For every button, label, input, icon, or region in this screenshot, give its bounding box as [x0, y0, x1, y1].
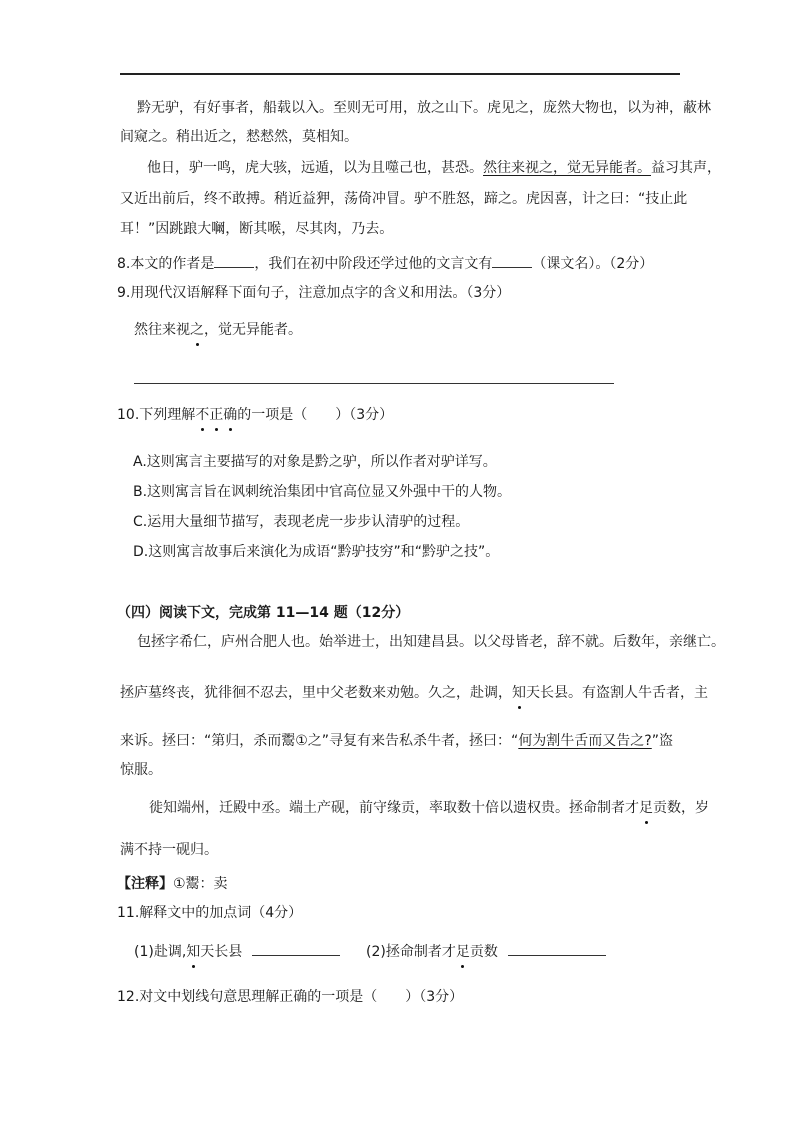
dotted-character: 足: [639, 800, 653, 816]
question-10-title: [117, 405, 393, 425]
sentence-text: ，觉无异能者。: [204, 322, 302, 338]
passage2-line5: [149, 798, 709, 818]
underlined-sentence: 然往来视之，觉无异能者。: [483, 160, 651, 176]
section-heading: [117, 603, 409, 623]
question-text: ，我们在初中阶段还学过他的文言文有: [254, 256, 493, 272]
annotation-text: ①鬻：卖: [173, 876, 228, 892]
passage-text: 徙知端州，迁殿中丞。端土产砚，前守缘贡，率取数十倍以遗权贵。拯命制者才: [149, 800, 639, 816]
passage-text: 拯庐墓终丧，犹徘徊不忍去，里中父老数来劝勉。久之，赴调，: [120, 685, 512, 701]
question-text: （课文名）。（2分）: [532, 256, 654, 272]
passage-text: 贡数，岁: [653, 800, 709, 816]
annotation: [117, 874, 228, 894]
question-text: 10.下列理解: [117, 407, 196, 423]
question-11-item2: [366, 941, 606, 962]
passage-text: 天长县。有盗割人牛舌者，主: [526, 685, 708, 701]
question-11-title: 11.解释文中的加点词（4分）: [117, 905, 303, 921]
question-text: 8.本文的作者是: [117, 256, 215, 272]
question-text: 的一项是（ ）（3分）: [237, 407, 394, 423]
underlined-sentence: 何为割牛舌而又告之?: [518, 733, 652, 749]
question-9-sentence: [134, 320, 302, 340]
dotted-character: 正: [209, 407, 224, 423]
option-c[interactable]: C.运用大量细节描写，表现老虎一步步认清驴的过程。: [133, 514, 470, 530]
passage2-line6: 满不持一砚归。: [120, 842, 218, 858]
passage1-line2: 间窥之。稍出近之，慭慭然，莫相知。: [120, 129, 358, 145]
passage-text: 来诉。拯曰：“第归，杀而鬻①之”寻复有来告私杀牛者，拯曰：“: [120, 733, 519, 749]
passage1-line4: 又近出前后，终不敢搏。稍近益狎，荡倚冲冒。驴不胜怒，蹄之。虎因喜，计之曰：“技止此: [120, 191, 688, 207]
dotted-character: 之: [190, 322, 204, 338]
passage2-line3: [120, 731, 673, 751]
dotted-character: 确: [223, 407, 238, 423]
answer-blank-lesson[interactable]: [492, 253, 532, 268]
option-a[interactable]: A.这则寓言主要描写的对象是黔之驴，所以作者对驴详写。: [133, 454, 497, 470]
dotted-character: 不: [195, 407, 210, 423]
passage2-line2: [120, 683, 708, 703]
annotation-label: 【注释】: [117, 876, 173, 892]
item-text: 贡数: [469, 944, 498, 960]
question-9-title: 9.用现代汉语解释下面句子，注意加点字的含义和用法。（3分）: [117, 285, 511, 301]
question-11-item1: [134, 941, 340, 962]
passage1-line3: [147, 158, 721, 178]
passage-text: 他日，驴一鸣，虎大骇，远遁，以为且噬己也，甚恐。: [147, 160, 483, 176]
dotted-character: 知: [186, 944, 201, 960]
option-d[interactable]: D.这则寓言故事后来演化为成语“黔驴技穷”和“黔驴之技”。: [133, 544, 500, 560]
item-text: (2)拯命制者才: [366, 944, 456, 960]
passage1-line1: 黔无驴，有好事者，船载以入。至则无可用，放之山下。虎见之，庞然大物也，以为神，蔽林: [137, 100, 711, 116]
dotted-character: 知: [512, 685, 526, 701]
passage-text: ”盗: [651, 733, 674, 749]
answer-blank-2[interactable]: [508, 941, 606, 956]
question-8: [117, 253, 653, 274]
answer-line[interactable]: [134, 383, 614, 384]
passage2-line1: 包拯字希仁，庐州合肥人也。始举进士，出知建昌县。以父母皆老，辞不就。后数年，亲继亡。: [137, 634, 725, 650]
passage-text: 益习其声，: [651, 160, 721, 176]
answer-blank-1[interactable]: [252, 941, 340, 956]
item-text: (1)赴调,: [134, 944, 187, 960]
sentence-text: 然往来视: [134, 322, 190, 338]
top-rule: [120, 73, 680, 75]
dotted-character: 足: [455, 944, 470, 960]
section-heading-text: （四）阅读下文，完成第 11—14 题（12分）: [117, 605, 410, 621]
passage1-line5: 耳！”因跳踉大㘎，断其喉，尽其肉，乃去。: [120, 221, 394, 237]
item-text: 天长县: [200, 944, 243, 960]
passage2-line4: 惊服。: [120, 762, 162, 778]
answer-blank-author[interactable]: [214, 253, 254, 268]
question-12-title: 12.对文中划线句意思理解正确的一项是（ ）（3分）: [117, 989, 464, 1005]
option-b[interactable]: B.这则寓言旨在讽刺统治集团中官高位显又外强中干的人物。: [133, 484, 512, 500]
